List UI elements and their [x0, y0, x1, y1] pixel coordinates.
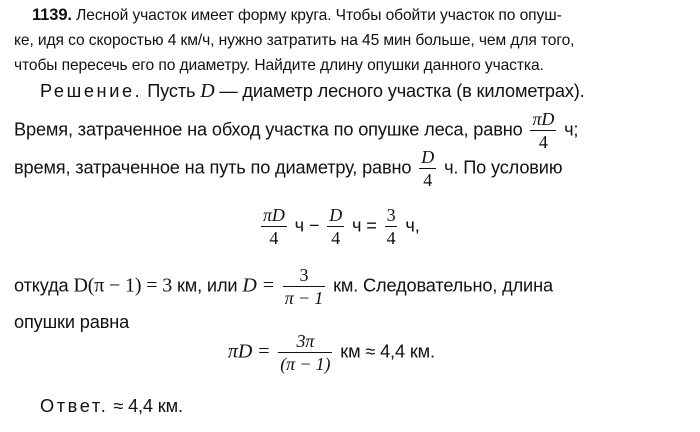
var-d-eq: D =	[242, 274, 275, 297]
fraction-denominator: π − 1	[284, 288, 324, 308]
fraction-denominator: 4	[331, 228, 341, 248]
problem-text-1: Лесной участок имеет форму круга. Чтобы обойти участок по опуш-	[76, 7, 562, 24]
equation-1-unit-1: ч −	[294, 215, 320, 236]
problem-number: 1139.	[32, 6, 72, 24]
problem-line-1	[32, 6, 562, 25]
fraction-2	[327, 206, 344, 247]
equation-1	[258, 206, 420, 247]
equation-2-rhs: км ≈ 4,4 км.	[340, 341, 435, 362]
problem-text-3: чтобы пересечь его по диаметру. Найдите длину опушки данного участка.	[14, 57, 544, 74]
answer-line	[40, 396, 183, 417]
fraction-3pi-over-pi-minus-1	[278, 332, 332, 373]
solution-l1-rest: — диаметр лесного участка (в километрах).	[219, 81, 585, 101]
fraction-numerator: 3	[386, 205, 396, 225]
var-d: D	[200, 80, 215, 102]
equation-1-unit-2: ч =	[352, 215, 377, 236]
solution-l5-c: км. Следовательно, длина	[333, 275, 553, 296]
fraction-d-over-4	[419, 148, 436, 189]
solution-l3-tail: ч. По условию	[444, 157, 563, 178]
solution-l2-text: Время, затраченное на обход участка по опушке леса, равно	[14, 119, 523, 140]
fraction-numerator: D	[421, 147, 435, 167]
solution-line-2	[14, 110, 578, 151]
fraction-denominator: (π − 1)	[280, 354, 331, 374]
solution-l5-a: откуда	[14, 275, 69, 296]
solution-heading: Решение.	[40, 81, 143, 101]
fraction-numerator: D	[329, 205, 343, 225]
fraction-numerator: πD	[263, 205, 285, 225]
fraction-denominator: 4	[386, 228, 396, 248]
solution-line-1	[40, 80, 585, 103]
solution-line-5	[14, 266, 553, 307]
solution-l5-b: км, или	[176, 275, 238, 296]
fraction-denominator: 4	[269, 228, 279, 248]
fraction-pi-d-over-4	[530, 110, 556, 151]
fraction-numerator: πD	[532, 109, 555, 129]
fraction-3	[385, 206, 398, 247]
fraction-numerator: 3π	[278, 332, 332, 353]
equation-2-lhs: πD =	[228, 340, 271, 363]
fraction-denominator: 4	[423, 170, 433, 190]
fraction-3-over-pi-minus-1	[283, 266, 325, 307]
solution-l1-text: Пусть	[147, 81, 196, 101]
answer-heading: Ответ.	[40, 396, 109, 416]
fraction-denominator: 4	[538, 132, 548, 152]
solution-l3-text: время, затраченное на путь по диаметру, равно	[14, 157, 412, 178]
problem-text-2: ке, идя со скоростью 4 км/ч, нужно затратить на 45 мин больше, чем для того,	[14, 32, 575, 49]
answer-value: ≈ 4,4 км.	[113, 396, 183, 416]
fraction-numerator: 3	[283, 266, 325, 287]
expression-d-pi: D(π − 1) = 3	[73, 274, 173, 297]
solution-line-6: опушки равна	[14, 312, 130, 332]
equation-1-unit-3: ч,	[405, 215, 420, 236]
unit-hours: ч;	[564, 119, 579, 140]
fraction-1	[261, 206, 287, 247]
solution-line-3	[14, 148, 562, 189]
equation-2	[228, 332, 435, 373]
